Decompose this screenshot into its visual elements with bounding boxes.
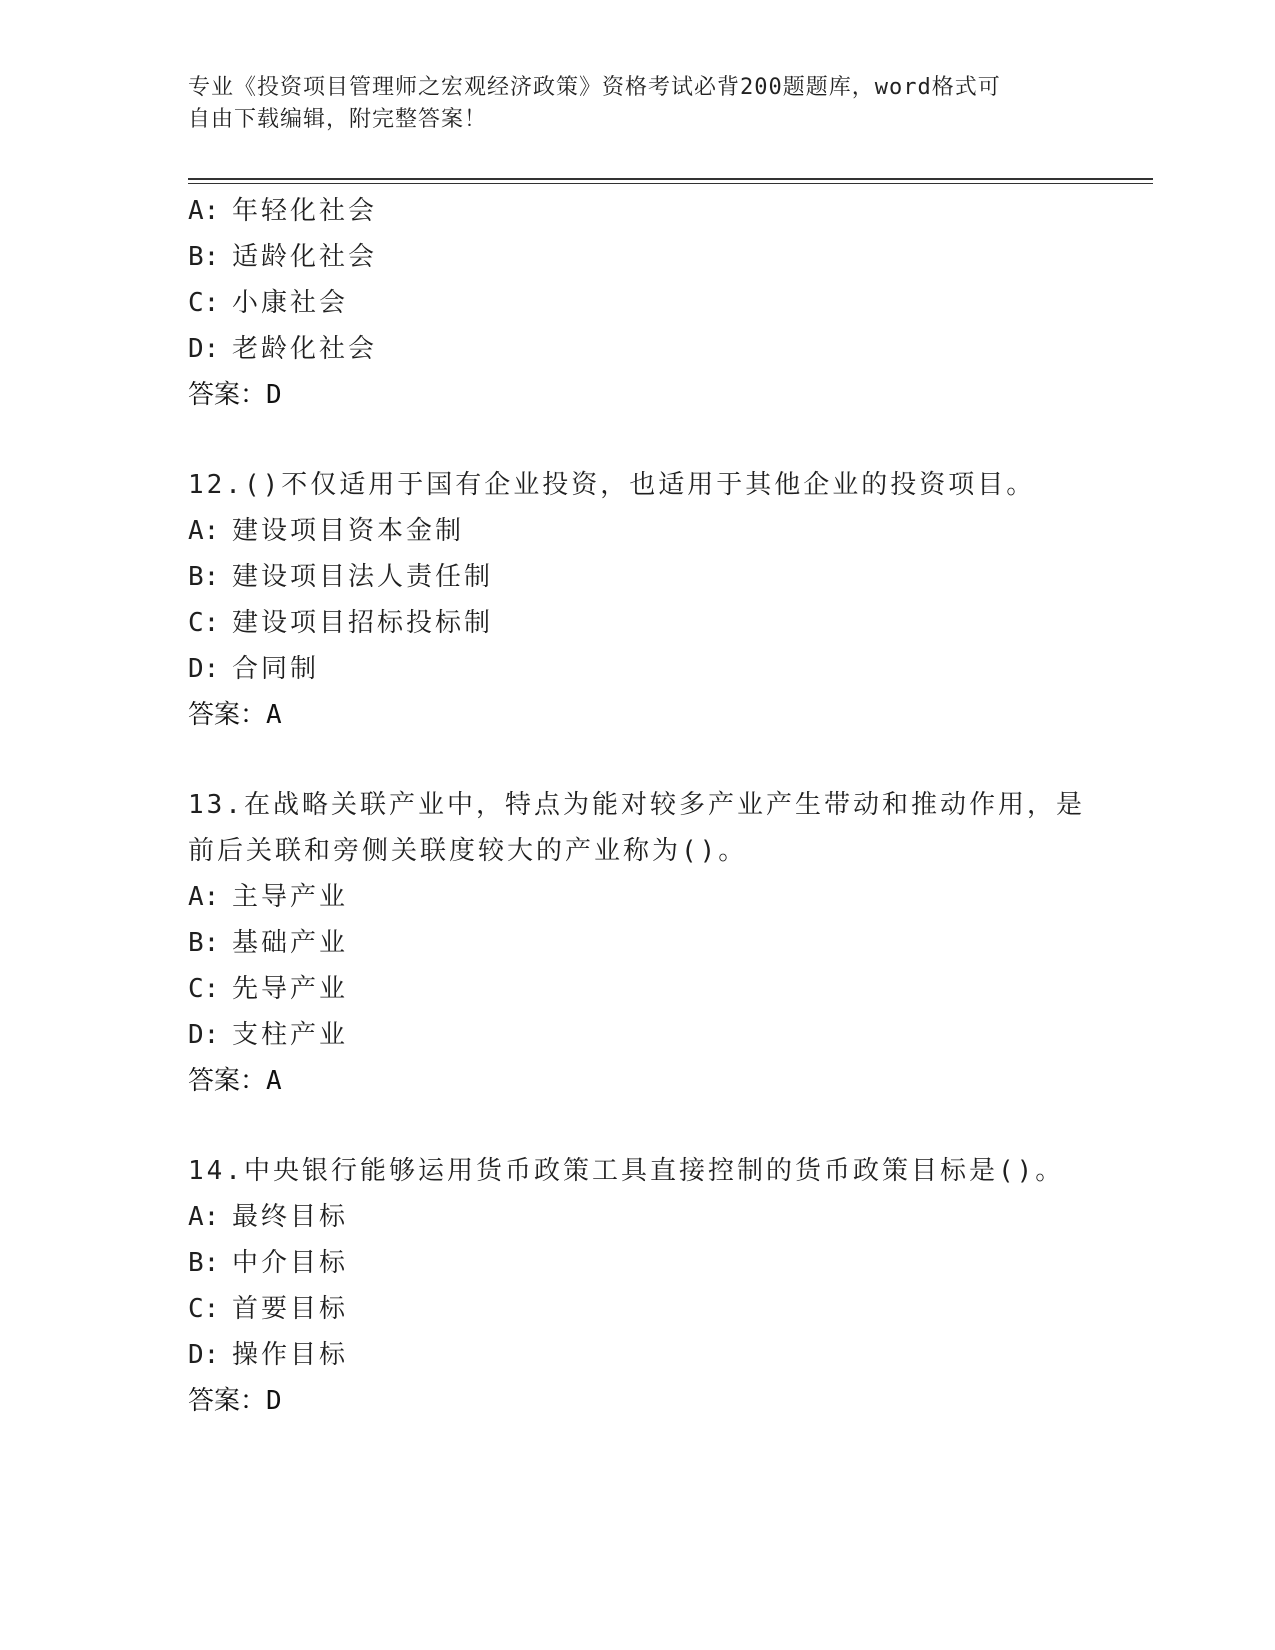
question-text [188,1148,1088,1194]
option-key: D: [188,1020,220,1050]
option-d [188,1012,1088,1058]
question-line: 12.()不仅适用于国有企业投资，也适用于其他企业的投资项目。 [188,470,1036,500]
option-b [188,234,1088,280]
answer-label: 答案： [188,380,267,410]
option-key: C: [188,288,220,318]
document-header [188,72,1088,136]
option-text: 建设项目资本金制 [232,516,465,546]
answer-line [188,692,1088,738]
answer-line [188,372,1088,418]
document-body [188,188,1088,1424]
option-text: 中介目标 [232,1248,349,1278]
option-b [188,920,1088,966]
option-text: 基础产业 [232,928,349,958]
option-d [188,1332,1088,1378]
option-key: B: [188,1248,220,1278]
answer-label: 答案： [188,1066,267,1096]
option-key: B: [188,242,220,272]
question-block-11 [188,188,1088,418]
option-text: 操作目标 [232,1340,349,1370]
answer-label: 答案： [188,700,267,730]
option-c [188,600,1088,646]
question-block-14 [188,1148,1088,1424]
header-divider-thin [188,183,1153,184]
answer-value: A [266,1066,282,1096]
option-text: 建设项目法人责任制 [232,562,494,592]
option-d [188,646,1088,692]
answer-value: A [266,700,282,730]
option-a [188,1194,1088,1240]
option-text: 老龄化社会 [232,334,378,364]
question-line: 13.在战略关联产业中，特点为能对较多产业产生带动和推动作用，是 [188,790,1085,820]
answer-line [188,1378,1088,1424]
option-text: 主导产业 [232,882,349,912]
option-b [188,1240,1088,1286]
option-c [188,966,1088,1012]
option-b [188,554,1088,600]
answer-value: D [266,380,282,410]
option-key: A: [188,1202,220,1232]
option-text: 年轻化社会 [232,196,378,226]
option-text: 首要目标 [232,1294,349,1324]
option-a [188,188,1088,234]
answer-value: D [266,1386,282,1416]
option-a [188,874,1088,920]
option-key: A: [188,882,220,912]
question-block-13 [188,782,1088,1104]
option-text: 适龄化社会 [232,242,378,272]
header-divider-thick [188,178,1153,180]
option-key: D: [188,1340,220,1370]
option-key: C: [188,974,220,1004]
question-text [188,462,1088,508]
option-c [188,1286,1088,1332]
option-text: 最终目标 [232,1202,349,1232]
option-key: A: [188,196,220,226]
option-text: 支柱产业 [232,1020,349,1050]
option-d [188,326,1088,372]
option-key: D: [188,334,220,364]
question-line: 前后关联和旁侧关联度较大的产业称为()。 [188,836,748,866]
option-key: D: [188,654,220,684]
option-text: 先导产业 [232,974,349,1004]
option-key: B: [188,928,220,958]
option-key: B: [188,562,220,592]
question-block-12 [188,462,1088,738]
header-line-2: 自由下载编辑，附完整答案！ [188,107,488,132]
option-key: A: [188,516,220,546]
question-text [188,782,1088,874]
option-text: 建设项目招标投标制 [232,608,494,638]
option-key: C: [188,1294,220,1324]
question-line: 14.中央银行能够运用货币政策工具直接控制的货币政策目标是()。 [188,1156,1065,1186]
option-key: C: [188,608,220,638]
answer-line [188,1058,1088,1104]
option-c [188,280,1088,326]
option-text: 小康社会 [232,288,349,318]
option-a [188,508,1088,554]
answer-label: 答案： [188,1386,267,1416]
header-line-1: 专业《投资项目管理师之宏观经济政策》资格考试必背200题题库，word格式可 [188,75,1001,100]
option-text: 合同制 [232,654,320,684]
